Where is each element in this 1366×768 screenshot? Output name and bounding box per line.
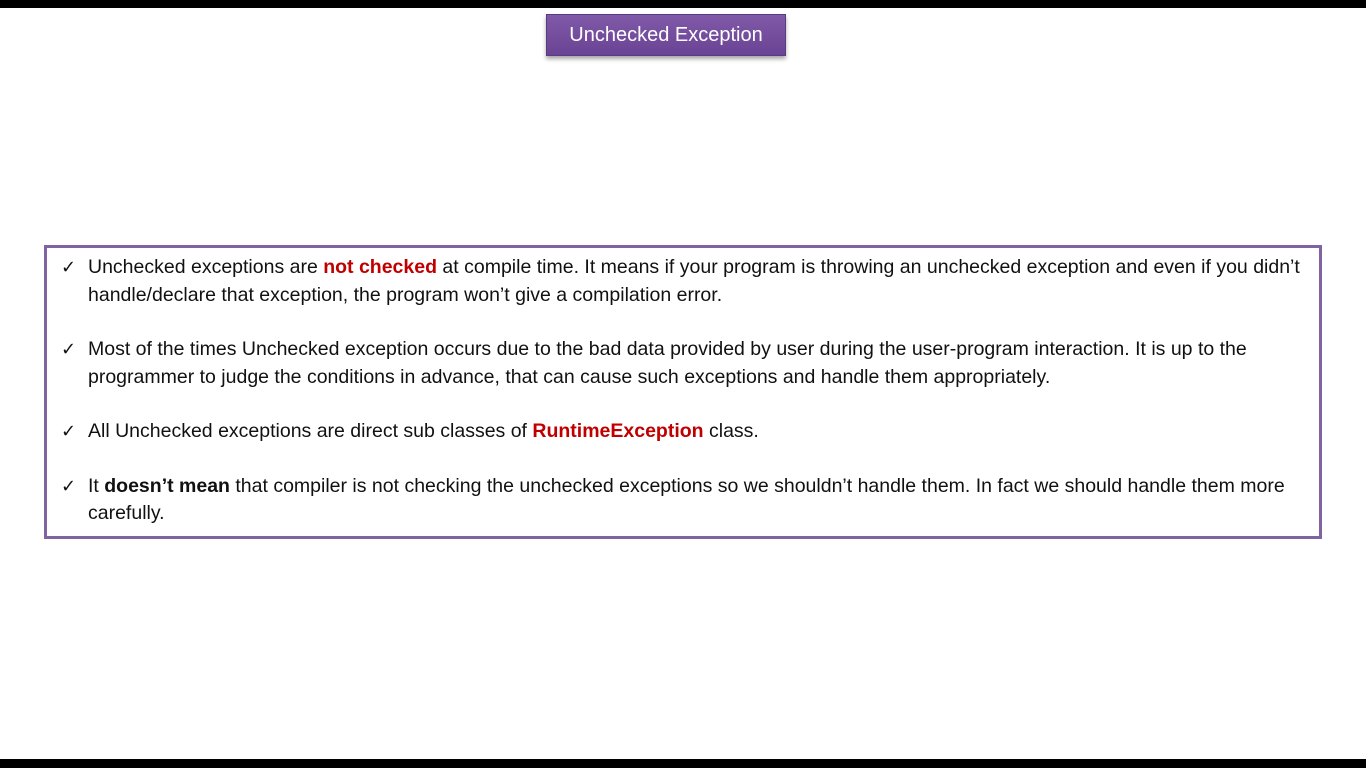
bullet-text: It bbox=[88, 474, 105, 497]
bullet-text: class. bbox=[703, 420, 759, 442]
content-box bbox=[44, 245, 1322, 539]
bullet-text: Most of the times Unchecked exception occurs due to the bad data provided by user during the user-program interaction. It is up to the programmer to judge the conditions in advance, that can cause such exceptions and handle them appropriately. bbox=[88, 338, 1247, 388]
check-icon: ✓ bbox=[61, 421, 77, 442]
bullet-text: Unchecked exceptions are bbox=[88, 256, 324, 278]
bullet-text: at compile time. It means if your program is throwing an unchecked exception and even if you didn’t handle/declare that exception, the program won’t give a compilation error. bbox=[88, 256, 1300, 306]
slide bbox=[0, 8, 1366, 759]
highlight-text: not checked bbox=[323, 256, 438, 278]
check-icon: ✓ bbox=[61, 257, 77, 278]
slide-title-text: Unchecked Exception bbox=[569, 23, 763, 46]
slide-title bbox=[546, 14, 786, 56]
bullet-item bbox=[61, 336, 1305, 391]
bullet-item bbox=[61, 473, 1305, 528]
bullet-item bbox=[61, 254, 1305, 309]
highlight-text: RuntimeException bbox=[532, 420, 704, 442]
check-icon: ✓ bbox=[61, 339, 77, 360]
bullet-item bbox=[61, 418, 1305, 446]
emphasis-text: doesn’t mean bbox=[104, 474, 230, 497]
bullet-text: All Unchecked exceptions are direct sub classes of bbox=[88, 420, 533, 442]
check-icon: ✓ bbox=[61, 475, 77, 497]
bullet-text: that compiler is not checking the unchecked exceptions so we shouldn’t handle them. In fact we should handle them more carefully. bbox=[88, 474, 1285, 524]
